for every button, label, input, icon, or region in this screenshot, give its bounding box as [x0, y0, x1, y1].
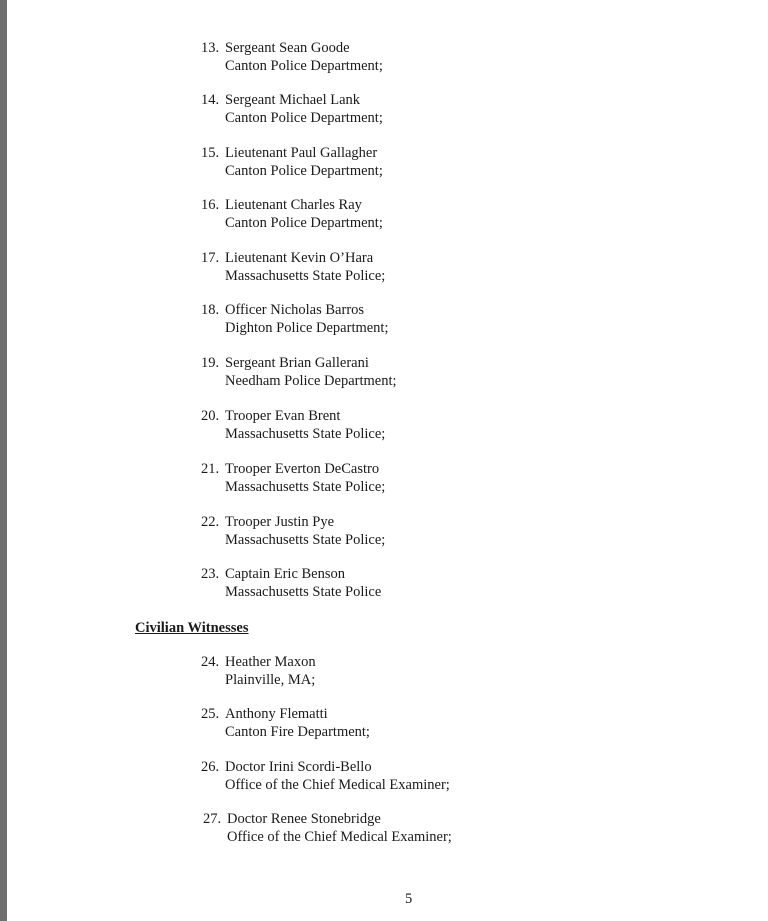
item-number: 21. [201, 461, 220, 477]
item-number: 15. [201, 145, 220, 161]
witness-item [201, 514, 385, 549]
witness-name: Trooper Justin Pye [225, 514, 335, 530]
witness-item [201, 654, 316, 689]
witness-name: Lieutenant Paul Gallagher [225, 145, 378, 161]
witness-org: Massachusetts State Police; [225, 478, 386, 495]
witness-item [201, 355, 397, 390]
witness-name: Trooper Everton DeCastro [225, 461, 380, 477]
witness-org: Plainville, MA; [225, 671, 316, 688]
witness-name: Heather Maxon [225, 654, 316, 670]
witness-org: Massachusetts State Police [225, 583, 382, 600]
witness-org: Dighton Police Department; [225, 319, 389, 336]
item-number: 18. [201, 302, 220, 318]
witness-name: Captain Eric Benson [225, 566, 346, 582]
witness-item [201, 461, 385, 496]
item-number: 20. [201, 408, 220, 424]
witness-name: Officer Nicholas Barros [225, 302, 365, 318]
witness-name: Lieutenant Kevin O’Hara [225, 250, 374, 266]
witness-item [201, 566, 381, 601]
item-number: 23. [201, 566, 220, 582]
witness-org: Canton Fire Department; [225, 723, 370, 740]
witness-name: Sergeant Brian Gallerani [225, 355, 369, 371]
witness-name: Doctor Renee Stonebridge [227, 811, 381, 827]
item-number: 27. [203, 811, 222, 827]
witness-org: Office of the Chief Medical Examiner; [225, 776, 450, 793]
viewer-edge [0, 0, 7, 921]
witness-item [201, 197, 383, 232]
witness-item [201, 40, 383, 75]
witness-org: Massachusetts State Police; [225, 267, 386, 284]
item-number: 22. [201, 514, 220, 530]
witness-name: Sergeant Sean Goode [225, 40, 350, 56]
item-number: 17. [201, 250, 220, 266]
witness-item [201, 408, 385, 443]
witness-org: Office of the Chief Medical Examiner; [227, 828, 452, 845]
witness-name: Sergeant Michael Lank [225, 92, 361, 108]
witness-item [201, 759, 450, 794]
section-heading-civilian-witnesses: Civilian Witnesses [135, 620, 249, 636]
witness-item [203, 811, 452, 846]
item-number: 19. [201, 355, 220, 371]
witness-item [201, 145, 383, 180]
witness-item [201, 706, 370, 741]
page-number: 5 [405, 891, 413, 907]
witness-name: Anthony Flematti [225, 706, 328, 722]
witness-item [201, 250, 385, 285]
witness-org: Canton Police Department; [225, 214, 383, 231]
item-number: 13. [201, 40, 220, 56]
witness-org: Needham Police Department; [225, 372, 397, 389]
witness-org: Canton Police Department; [225, 57, 383, 74]
item-number: 16. [201, 197, 220, 213]
witness-name: Trooper Evan Brent [225, 408, 341, 424]
item-number: 14. [201, 92, 220, 108]
item-number: 25. [201, 706, 220, 722]
witness-org: Canton Police Department; [225, 109, 383, 126]
item-number: 24. [201, 654, 220, 670]
witness-item [201, 302, 389, 337]
witness-item [201, 92, 383, 127]
witness-name: Lieutenant Charles Ray [225, 197, 362, 213]
witness-org: Massachusetts State Police; [225, 531, 386, 548]
witness-org: Massachusetts State Police; [225, 425, 386, 442]
witness-name: Doctor Irini Scordi-Bello [225, 759, 372, 775]
item-number: 26. [201, 759, 220, 775]
witness-org: Canton Police Department; [225, 162, 383, 179]
